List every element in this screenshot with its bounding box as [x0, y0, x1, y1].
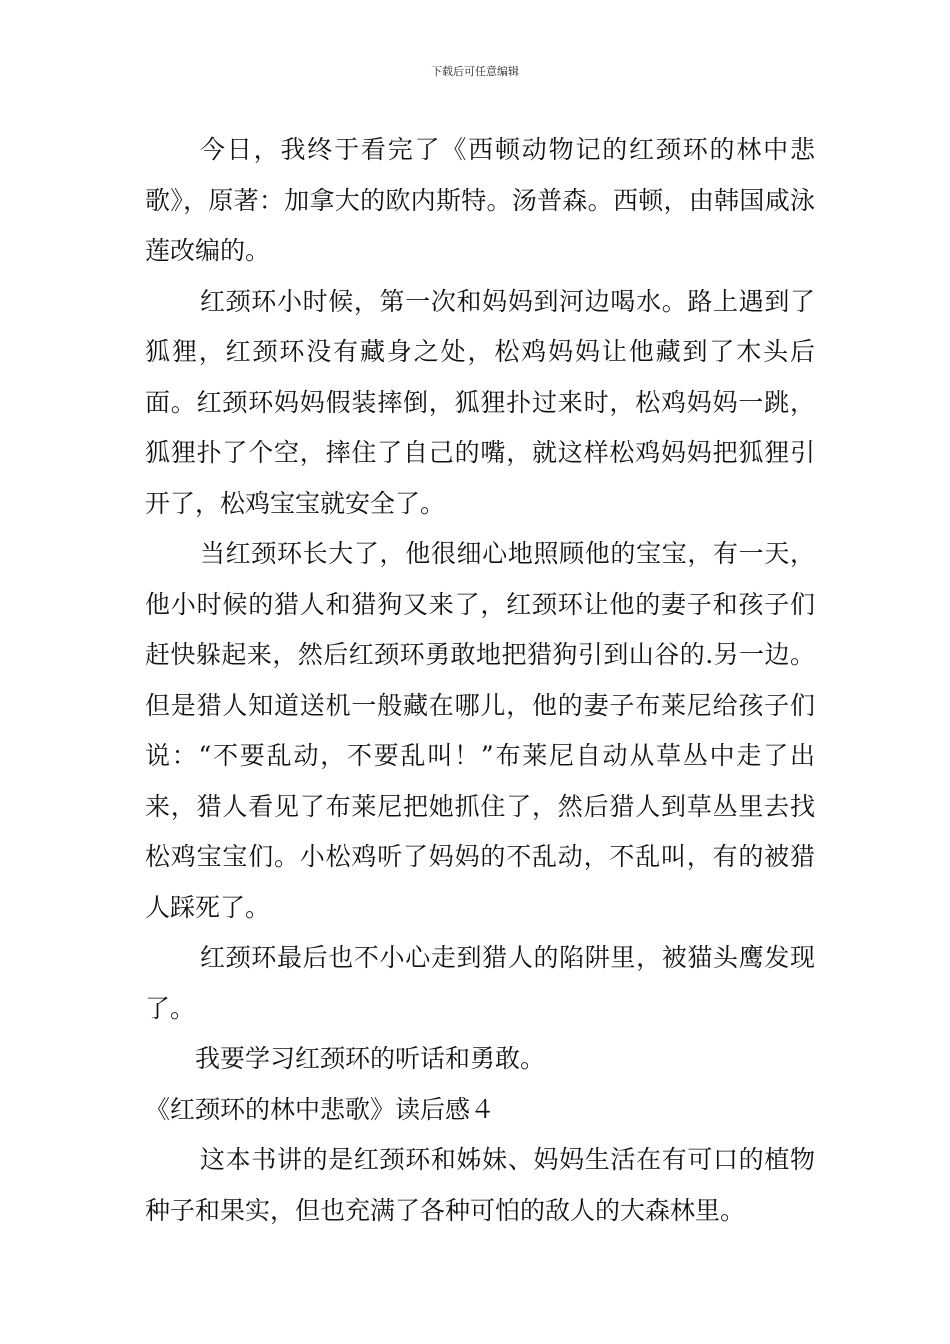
paragraph-childhood: 红颈环小时候，第一次和妈妈到河边喝水。路上遇到了狐狸，红颈环没有藏身之处，松鸡妈妈让他藏到了木头后面。红颈环妈妈假装摔倒，狐狸扑过来时，松鸡妈妈一跳，狐狸扑了个空，摔住了自己的嘴，就这样松鸡妈妈把狐狸引开了，松鸡宝宝就安全了。 — [145, 286, 815, 518]
paragraph-conclusion: 我要学习红颈环的听话和勇敢。 — [195, 1044, 546, 1073]
paragraph-trap: 红颈环最后也不小心走到猎人的陷阱里，被猫头鹰发现了。 — [145, 943, 815, 1023]
paragraph-next-essay: 这本书讲的是红颈环和姊妹、妈妈生活在有可口的植物种子和果实，但也充满了各种可怕的敌人的大森林里。 — [145, 1145, 815, 1225]
document-body — [145, 125, 815, 1236]
paragraph-intro: 今日，我终于看完了《西顿动物记的红颈环的林中悲歌》，原著：加拿大的欧内斯特。汤普森。西顿，由韩国咸泳莲改编的。 — [145, 135, 815, 265]
page-header: 下载后可任意编辑 — [431, 65, 519, 78]
section-heading: 《红颈环的林中悲歌》读后感４ — [145, 1094, 496, 1124]
paragraph-adulthood: 当红颈环长大了，他很细心地照顾他的宝宝，有一天，他小时候的猎人和猎狗又来了，红颈环让他的妻子和孩子们赶快躲起来，然后红颈环勇敢地把猎狗引到山谷的.另一边。但是猎人知道送机一般藏在哪儿，他的妻子布莱尼给孩子们说：“不要乱动，不要乱叫！”布莱尼自动从草丛中走了出来，猎人看见了布莱尼把她抓住了，然后猎人到草丛里去找松鸡宝宝们。小松鸡听了妈妈的不乱动，不乱叫，有的被猎人踩死了。 — [145, 539, 815, 922]
